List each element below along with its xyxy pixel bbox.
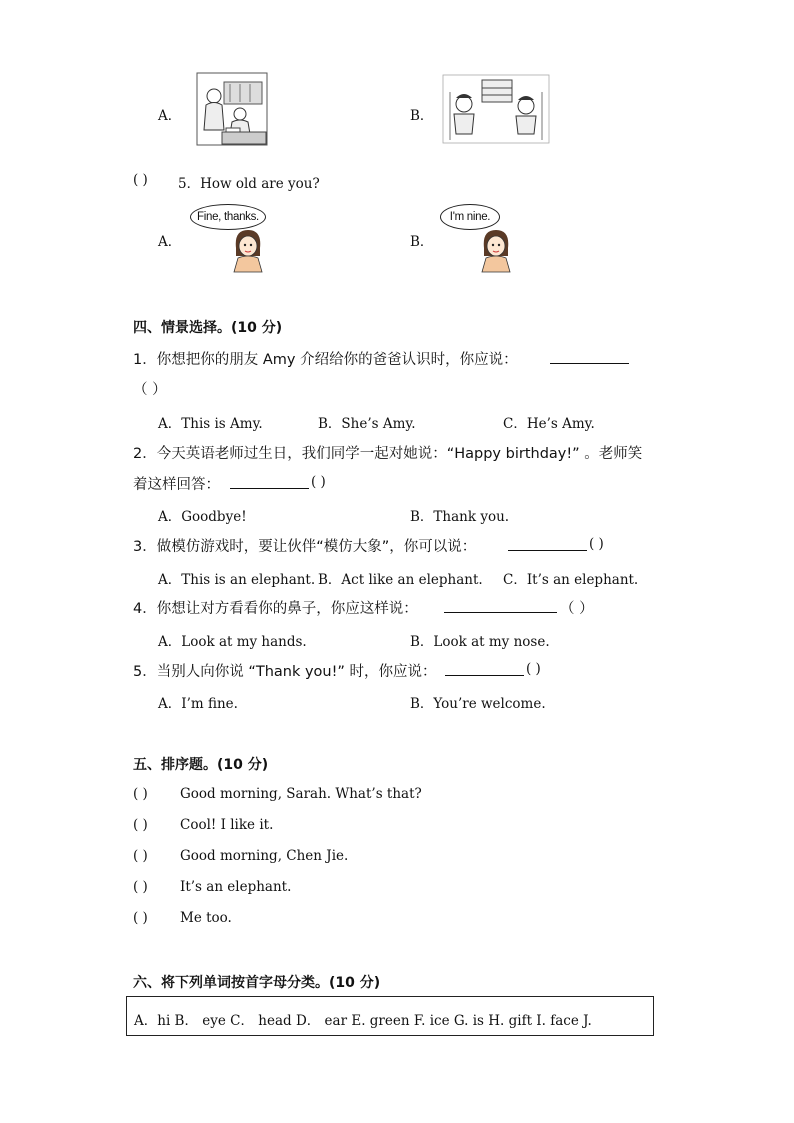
s5-item-5-text: Me too. bbox=[180, 910, 232, 926]
s5-item-4-text: It’s an elephant. bbox=[180, 879, 292, 895]
s4-q4-option-a: A．Look at my hands. bbox=[158, 634, 307, 650]
s4-q5-option-a: A．I’m fine. bbox=[158, 696, 238, 712]
s4-q4-blank[interactable] bbox=[444, 598, 557, 613]
s4-q5-option-b: B．You’re welcome. bbox=[410, 696, 546, 712]
s5-item-2-text: Cool! I like it. bbox=[180, 817, 274, 833]
s4-q4-answer-paren[interactable]: （ ） bbox=[560, 601, 594, 617]
s4-q3-answer-paren[interactable]: ( ) bbox=[589, 536, 604, 552]
s4-q5-blank[interactable] bbox=[445, 661, 524, 676]
s5-item-1-text: Good morning, Sarah. What’s that? bbox=[180, 786, 422, 802]
s5-item-1-paren[interactable]: ( ) bbox=[133, 786, 148, 802]
s4-q2-blank[interactable] bbox=[230, 474, 309, 489]
q4-option-b-label: B． bbox=[410, 108, 434, 124]
s4-q2-option-a: A．Goodbye! bbox=[158, 509, 247, 525]
s4-q2-text-cont: 着这样回答： bbox=[133, 477, 220, 493]
q4-option-b-picture bbox=[442, 74, 550, 144]
s6-word-box bbox=[126, 996, 654, 1036]
s4-q3-option-a: A．This is an elephant. bbox=[158, 572, 316, 588]
s4-q4-text: 4．你想让对方看看你的鼻子，你应这样说： bbox=[133, 601, 418, 617]
q5-option-b-speech-bubble: I'm nine. bbox=[440, 204, 500, 230]
q5-answer-paren[interactable]: ( ) bbox=[133, 172, 148, 188]
s4-q5-answer-paren[interactable]: ( ) bbox=[526, 661, 541, 677]
s5-item-4-paren[interactable]: ( ) bbox=[133, 879, 148, 895]
q5-option-a-girl-picture bbox=[228, 226, 268, 274]
s6-word-list: A．hi B． eye C． head D． ear E. green F. ice G. is H. gift I. face J. bbox=[134, 1013, 592, 1029]
s4-q3-blank[interactable] bbox=[508, 536, 587, 551]
q5-question: 5．How old are you? bbox=[178, 176, 320, 192]
s4-q5-text: 5．当别人向你说 “Thank you!” 时，你应说： bbox=[133, 664, 437, 680]
s4-q1-option-a: A．This is Amy. bbox=[158, 416, 263, 432]
q5-option-b-girl-picture bbox=[476, 226, 516, 274]
section4-heading: 四、情景选择。(10 分) bbox=[133, 320, 283, 336]
s4-q2-text: 2．今天英语老师过生日，我们同学一起对她说：“Happy birthday!” 。老师笑 bbox=[133, 446, 643, 462]
s4-q3-option-b: B．Act like an elephant. bbox=[318, 572, 483, 588]
s4-q1-text: 1．你想把你的朋友 Amy 介绍给你的爸爸认识时，你应说： bbox=[133, 352, 518, 368]
q4-option-a-label: A． bbox=[158, 108, 182, 124]
s4-q1-blank[interactable] bbox=[550, 349, 629, 364]
s5-item-3-paren[interactable]: ( ) bbox=[133, 848, 148, 864]
s4-q3-text: 3．做模仿游戏时，要让伙伴“模仿大象”，你可以说： bbox=[133, 539, 477, 555]
s5-item-2-paren[interactable]: ( ) bbox=[133, 817, 148, 833]
s4-q2-option-b: B．Thank you. bbox=[410, 509, 510, 525]
s4-q1-option-c: C．He’s Amy. bbox=[503, 416, 595, 432]
q5-option-a-label: A． bbox=[158, 234, 182, 250]
s4-q2-answer-paren[interactable]: ( ) bbox=[311, 474, 326, 490]
q5-option-b-label: B． bbox=[410, 234, 434, 250]
s4-q1-answer-paren[interactable]: （ ） bbox=[133, 382, 167, 398]
s5-item-5-paren[interactable]: ( ) bbox=[133, 910, 148, 926]
s4-q1-option-b: B．She’s Amy. bbox=[318, 416, 416, 432]
s5-item-3-text: Good morning, Chen Jie. bbox=[180, 848, 349, 864]
s4-q4-option-b: B．Look at my nose. bbox=[410, 634, 550, 650]
q5-option-a-speech-bubble: Fine, thanks. bbox=[190, 204, 266, 230]
section5-heading: 五、排序题。(10 分) bbox=[133, 757, 269, 773]
q4-option-a-picture bbox=[196, 72, 268, 146]
section6-heading: 六、将下列单词按首字母分类。(10 分) bbox=[133, 975, 381, 991]
s4-q3-option-c: C．It’s an elephant. bbox=[503, 572, 639, 588]
